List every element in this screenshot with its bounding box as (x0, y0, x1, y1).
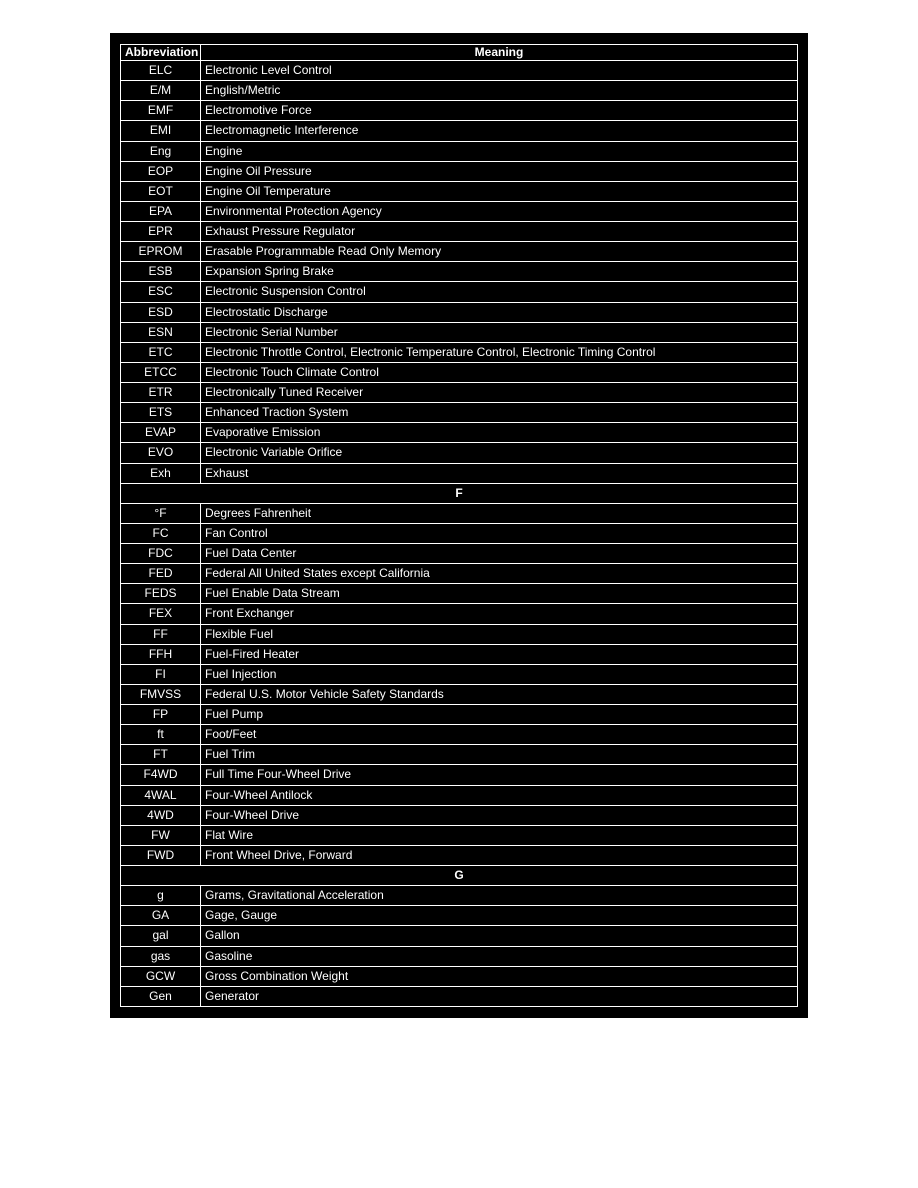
header-row (121, 45, 798, 61)
abbreviation-cell: Gen (121, 986, 201, 1006)
meaning-cell: Fuel Trim (201, 745, 798, 765)
abbreviation-cell: °F (121, 503, 201, 523)
table-row (121, 443, 798, 463)
abbreviation-cell: FC (121, 523, 201, 543)
meaning-cell: Electronic Suspension Control (201, 282, 798, 302)
abbreviation-cell: EOP (121, 161, 201, 181)
table-row (121, 302, 798, 322)
table-row (121, 664, 798, 684)
abbreviation-cell: FI (121, 664, 201, 684)
abbreviation-cell: EVO (121, 443, 201, 463)
table-header (121, 45, 798, 61)
table-row (121, 544, 798, 564)
table-row (121, 201, 798, 221)
meaning-cell: Foot/Feet (201, 725, 798, 745)
meaning-cell: Full Time Four-Wheel Drive (201, 765, 798, 785)
table-row (121, 61, 798, 81)
meaning-cell: Front Wheel Drive, Forward (201, 845, 798, 865)
table-row (121, 101, 798, 121)
abbreviation-cell: ESN (121, 322, 201, 342)
abbreviation-cell: FED (121, 564, 201, 584)
abbreviation-cell: ESC (121, 282, 201, 302)
abbreviation-cell: 4WD (121, 805, 201, 825)
meaning-cell: Erasable Programmable Read Only Memory (201, 242, 798, 262)
abbreviation-cell: FDC (121, 544, 201, 564)
meaning-cell: Exhaust (201, 463, 798, 483)
table-row (121, 946, 798, 966)
table-row (121, 705, 798, 725)
abbreviation-cell: ESD (121, 302, 201, 322)
meaning-cell: Flat Wire (201, 825, 798, 845)
abbreviation-cell: FMVSS (121, 684, 201, 704)
meaning-cell: Gallon (201, 926, 798, 946)
table-row (121, 986, 798, 1006)
section-header-row (121, 866, 798, 886)
table-row (121, 886, 798, 906)
abbreviation-cell: EPROM (121, 242, 201, 262)
abbreviation-cell: F4WD (121, 765, 201, 785)
table-row (121, 765, 798, 785)
table-row (121, 81, 798, 101)
meaning-cell: Fuel Data Center (201, 544, 798, 564)
abbreviation-cell: FWD (121, 845, 201, 865)
meaning-cell: Electronic Touch Climate Control (201, 362, 798, 382)
meaning-cell: Fuel Pump (201, 705, 798, 725)
meaning-cell: Exhaust Pressure Regulator (201, 222, 798, 242)
abbreviation-cell: FFH (121, 644, 201, 664)
meaning-cell: Four-Wheel Drive (201, 805, 798, 825)
meaning-cell: Fuel Injection (201, 664, 798, 684)
abbreviation-cell: g (121, 886, 201, 906)
table-row (121, 624, 798, 644)
meaning-cell: Fuel Enable Data Stream (201, 584, 798, 604)
meaning-cell: Gasoline (201, 946, 798, 966)
section-label: F (121, 483, 798, 503)
abbreviation-table (120, 44, 798, 1007)
abbreviation-cell: 4WAL (121, 785, 201, 805)
meaning-cell: Degrees Fahrenheit (201, 503, 798, 523)
abbreviation-cell: FP (121, 705, 201, 725)
abbreviation-cell: ELC (121, 61, 201, 81)
table-row (121, 282, 798, 302)
meaning-cell: Federal U.S. Motor Vehicle Safety Standards (201, 684, 798, 704)
abbreviation-cell: EVAP (121, 423, 201, 443)
column-header-abbreviation: Abbreviation (121, 45, 201, 61)
table-row (121, 362, 798, 382)
table-row (121, 644, 798, 664)
table-row (121, 383, 798, 403)
table-row (121, 161, 798, 181)
meaning-cell: Gross Combination Weight (201, 966, 798, 986)
abbreviation-cell: EOT (121, 181, 201, 201)
table-row (121, 725, 798, 745)
table-row (121, 242, 798, 262)
abbreviation-cell: E/M (121, 81, 201, 101)
column-header-meaning: Meaning (201, 45, 798, 61)
table-row (121, 222, 798, 242)
meaning-cell: Electronic Level Control (201, 61, 798, 81)
meaning-cell: Electronic Throttle Control, Electronic Temperature Control, Electronic Timing Control (201, 342, 798, 362)
meaning-cell: Front Exchanger (201, 604, 798, 624)
meaning-cell: Grams, Gravitational Acceleration (201, 886, 798, 906)
table-row (121, 604, 798, 624)
table-row (121, 684, 798, 704)
abbreviation-table-panel (110, 33, 808, 1018)
abbreviation-cell: FT (121, 745, 201, 765)
table-row (121, 785, 798, 805)
abbreviation-cell: GCW (121, 966, 201, 986)
table-row (121, 141, 798, 161)
meaning-cell: Engine Oil Pressure (201, 161, 798, 181)
abbreviation-cell: ETCC (121, 362, 201, 382)
table-row (121, 745, 798, 765)
abbreviation-table-body (121, 61, 798, 1007)
section-header-row (121, 483, 798, 503)
meaning-cell: Flexible Fuel (201, 624, 798, 644)
abbreviation-cell: EMI (121, 121, 201, 141)
meaning-cell: Electromotive Force (201, 101, 798, 121)
section-label: G (121, 866, 798, 886)
table-row (121, 584, 798, 604)
meaning-cell: Evaporative Emission (201, 423, 798, 443)
meaning-cell: Electromagnetic Interference (201, 121, 798, 141)
meaning-cell: Environmental Protection Agency (201, 201, 798, 221)
meaning-cell: English/Metric (201, 81, 798, 101)
abbreviation-cell: ETR (121, 383, 201, 403)
meaning-cell: Engine Oil Temperature (201, 181, 798, 201)
table-row (121, 564, 798, 584)
abbreviation-cell: ft (121, 725, 201, 745)
table-row (121, 403, 798, 423)
meaning-cell: Fan Control (201, 523, 798, 543)
table-row (121, 825, 798, 845)
meaning-cell: Electrostatic Discharge (201, 302, 798, 322)
meaning-cell: Expansion Spring Brake (201, 262, 798, 282)
abbreviation-cell: EPA (121, 201, 201, 221)
table-row (121, 322, 798, 342)
abbreviation-cell: GA (121, 906, 201, 926)
abbreviation-cell: gal (121, 926, 201, 946)
meaning-cell: Enhanced Traction System (201, 403, 798, 423)
table-row (121, 121, 798, 141)
meaning-cell: Engine (201, 141, 798, 161)
abbreviation-cell: FEDS (121, 584, 201, 604)
table-row (121, 845, 798, 865)
abbreviation-cell: Eng (121, 141, 201, 161)
abbreviation-cell: ETS (121, 403, 201, 423)
meaning-cell: Generator (201, 986, 798, 1006)
table-row (121, 906, 798, 926)
table-row (121, 523, 798, 543)
table-row (121, 463, 798, 483)
abbreviation-cell: FEX (121, 604, 201, 624)
abbreviation-cell: Exh (121, 463, 201, 483)
table-row (121, 262, 798, 282)
meaning-cell: Four-Wheel Antilock (201, 785, 798, 805)
abbreviation-cell: FW (121, 825, 201, 845)
abbreviation-cell: EPR (121, 222, 201, 242)
table-row (121, 342, 798, 362)
abbreviation-cell: ESB (121, 262, 201, 282)
abbreviation-cell: FF (121, 624, 201, 644)
abbreviation-cell: ETC (121, 342, 201, 362)
meaning-cell: Gage, Gauge (201, 906, 798, 926)
table-row (121, 503, 798, 523)
meaning-cell: Electronic Variable Orifice (201, 443, 798, 463)
abbreviation-cell: gas (121, 946, 201, 966)
table-row (121, 926, 798, 946)
table-row (121, 423, 798, 443)
abbreviation-cell: EMF (121, 101, 201, 121)
meaning-cell: Electronically Tuned Receiver (201, 383, 798, 403)
meaning-cell: Fuel-Fired Heater (201, 644, 798, 664)
meaning-cell: Electronic Serial Number (201, 322, 798, 342)
meaning-cell: Federal All United States except California (201, 564, 798, 584)
table-row (121, 966, 798, 986)
table-row (121, 181, 798, 201)
table-row (121, 805, 798, 825)
